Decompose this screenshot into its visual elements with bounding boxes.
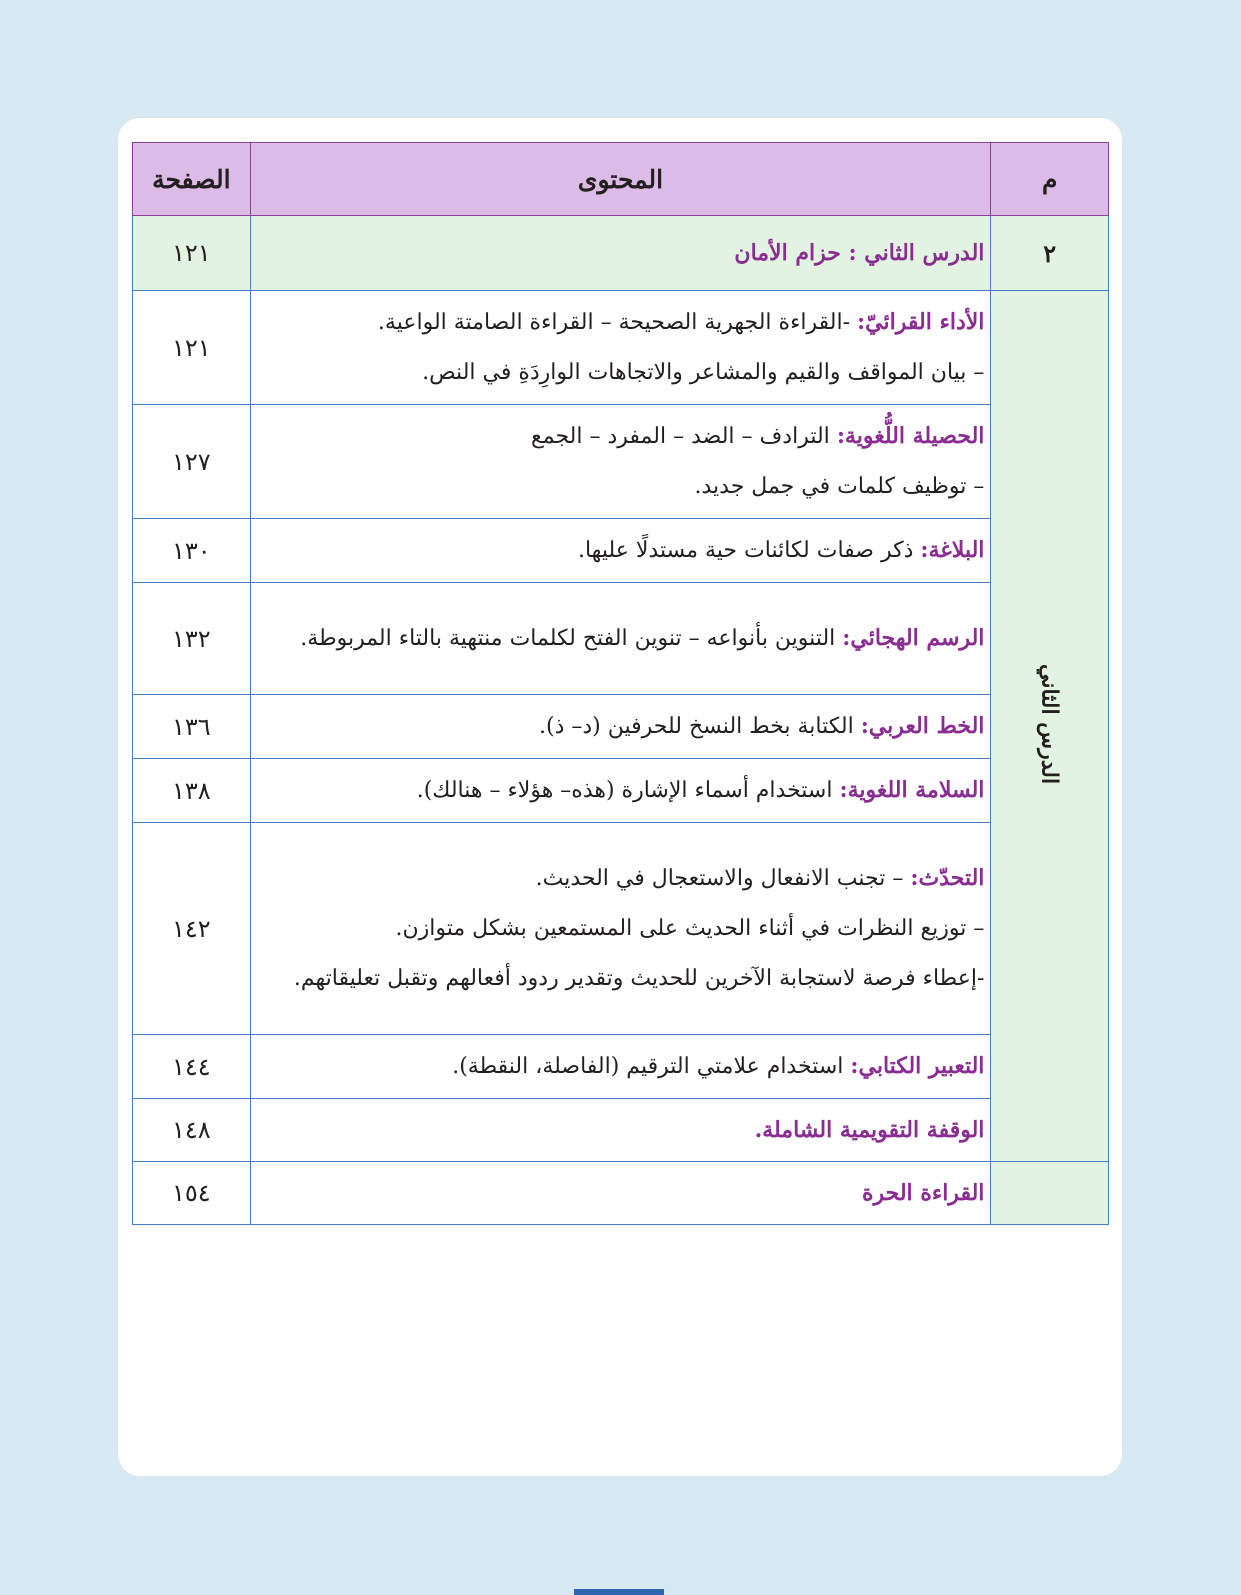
table-row [133, 291, 1109, 405]
table-row [133, 1035, 1109, 1099]
free-reading-row [133, 1162, 1109, 1225]
header-content: المحتوى [250, 143, 991, 216]
page-number: ١٤٨ [133, 1099, 251, 1162]
section-text: – بيان المواقف والقيم والمشاعر والاتجاهات الوارِدَةِ في النص. [422, 360, 985, 385]
free-reading-label: القراءة الحرة [861, 1180, 985, 1206]
table-row [133, 583, 1109, 695]
bottom-tab-marker [574, 1589, 664, 1595]
section-label: الرسم الهجائي: [842, 625, 985, 651]
lesson-number: ٢ [991, 216, 1109, 291]
table-of-contents [132, 142, 1109, 1225]
section-text: ذكر صفات لكائنات حية مستدلًا عليها. [577, 538, 914, 563]
lesson-vertical-label: الدرس الثاني [1036, 663, 1063, 785]
page-number: ١٥٤ [133, 1162, 251, 1225]
section-text: -إعطاء فرصة لاستجابة الآخرين للحديث وتقدير ردود أفعالهم وتقبل تعليقاتهم. [293, 966, 985, 991]
table-row [133, 519, 1109, 583]
page-number: ١٢١ [133, 291, 251, 405]
section-text: استخدام علامتي الترقيم (الفاصلة، النقطة). [452, 1054, 844, 1079]
table-row [133, 695, 1109, 759]
page-number: ١٢٧ [133, 405, 251, 519]
section-label: الخط العربي: [860, 713, 985, 739]
lesson-title-row [133, 216, 1109, 291]
section-text: – توظيف كلمات في جمل جديد. [694, 474, 985, 499]
page-number: ١٣٨ [133, 759, 251, 823]
page-number: ١٤٤ [133, 1035, 251, 1099]
section-label: الوقفة التقويمية الشاملة. [754, 1117, 985, 1143]
header-num: م [991, 143, 1109, 216]
header-row [133, 143, 1109, 216]
section-text: التنوين بأنواعه – تنوين الفتح لكلمات منتهية بالتاء المربوطة. [300, 626, 836, 651]
section-text: استخدام أسماء الإشارة (هذه– هؤلاء – هنالك). [416, 778, 833, 803]
lesson-title: الدرس الثاني : حزام الأمان [734, 239, 985, 266]
page-number: ١٣٦ [133, 695, 251, 759]
section-label: السلامة اللغوية: [839, 777, 985, 803]
page-number: ١٣٠ [133, 519, 251, 583]
section-text: الكتابة بخط النسخ للحرفين (د– ذ). [539, 714, 854, 739]
page-number: ١٤٢ [133, 823, 251, 1035]
section-label: البلاغة: [920, 537, 985, 563]
section-text: – تجنب الانفعال والاستعجال في الحديث. [535, 866, 904, 891]
section-label: الحصيلة اللُّغوية: [836, 423, 985, 449]
table-row [133, 405, 1109, 519]
table-row [133, 1099, 1109, 1162]
section-text: -القراءة الجهرية الصحيحة – القراءة الصامتة الواعية. [377, 310, 851, 335]
section-text: – توزيع النظرات في أثناء الحديث على المستمعين بشكل متوازن. [395, 916, 985, 941]
section-text: الترادف – الضد – المفرد – الجمع [531, 424, 830, 449]
header-page: الصفحة [133, 143, 251, 216]
page-number: ١٣٢ [133, 583, 251, 695]
table-row [133, 759, 1109, 823]
section-label: الأداء القرائيّ: [857, 309, 985, 335]
page-number: ١٢١ [133, 216, 251, 291]
table-row [133, 823, 1109, 1035]
section-label: التحدّث: [910, 865, 985, 891]
section-label: التعبير الكتابي: [850, 1053, 985, 1079]
